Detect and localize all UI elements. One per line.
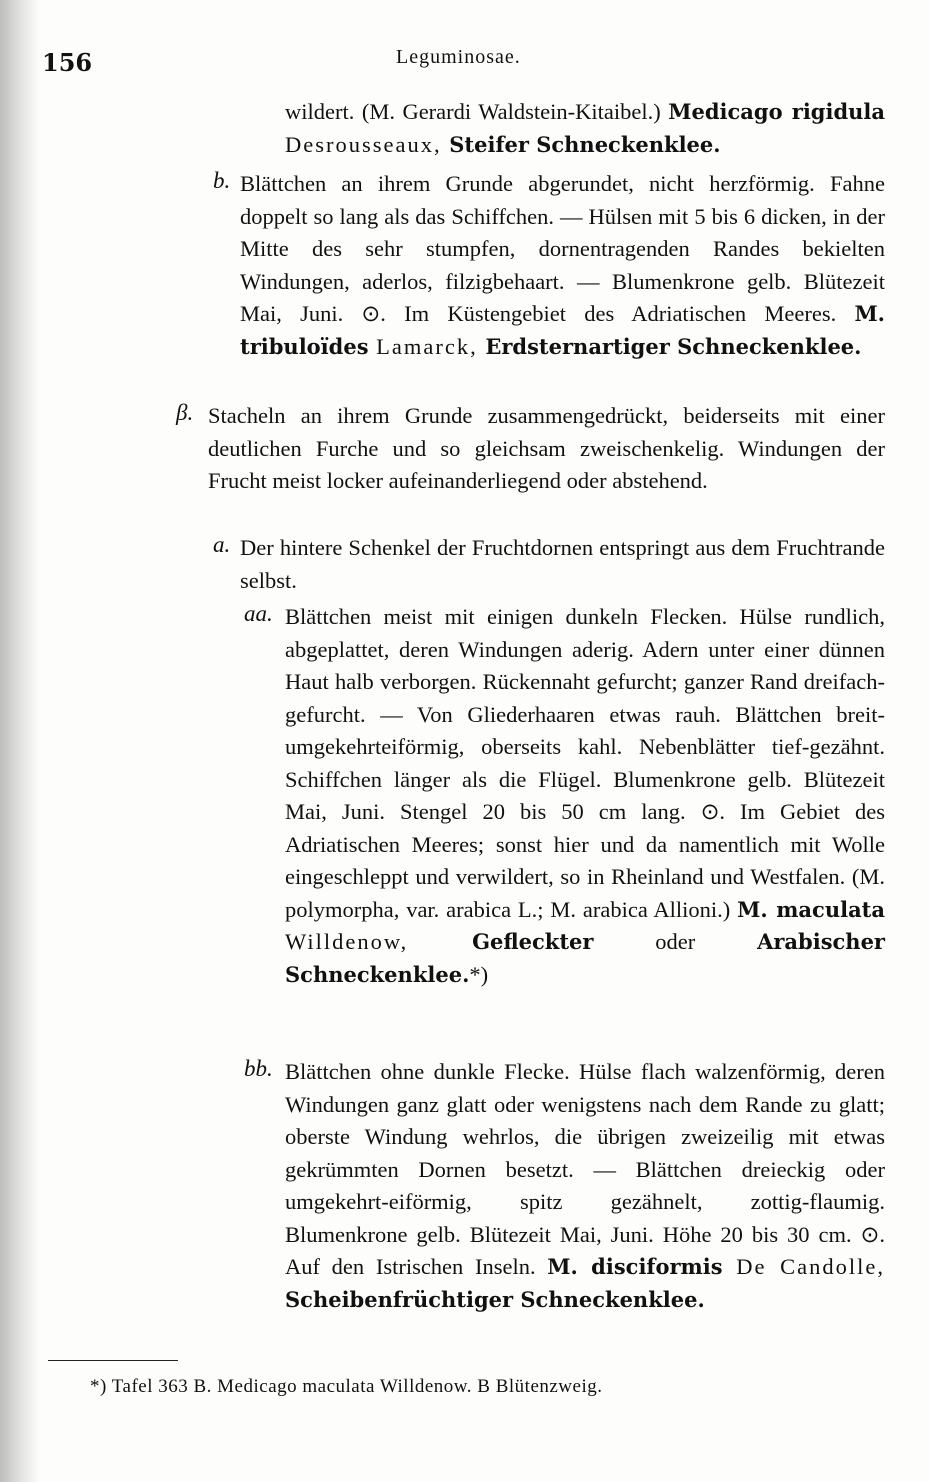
paragraph-text: wildert. (M. Gerardi Waldstein-Kitaibel.) [285, 99, 669, 124]
paragraph-text: Der hintere Schenkel der Fruchtdornen entspringt aus dem Fruchtrande selbst. [240, 535, 885, 593]
paragraph-disciformis [285, 1056, 885, 1316]
page-number: 156 [42, 48, 93, 77]
species-name: M. disciformis [547, 1254, 723, 1279]
page-header [0, 42, 930, 82]
species-name: Medicago rigidula [668, 99, 885, 124]
item-marker-beta: β. [176, 400, 194, 425]
paragraph-text: Blättchen ohne dunkle Flecke. Hülse flach walzenförmig, deren Windungen ganz glatt oder wenigstens nach dem Rande zu glatt; oberste Windung wehrlos, die übrigen zweizeilig mit etwas gekrümmten Dornen besetzt. — Blättchen dreieckig oder umgekehrt-eiförmig, spitz gezähnelt, zottig-flaumig. Blumenkrone gelb. Blütezeit Mai, Juni. Höhe 20 bis 30 cm. ⊙. Auf den Istrischen Inseln. [285, 1059, 885, 1279]
connector-text: oder [593, 929, 758, 954]
author-name: Desrousseaux, [285, 131, 450, 157]
species-name: M. maculata [737, 896, 885, 922]
author-name: De Candolle, [722, 1254, 885, 1279]
item-marker-bb: bb. [244, 1056, 273, 1081]
footnote-divider [48, 1360, 178, 1361]
author-name: Willdenow, [285, 929, 473, 954]
common-name-alt: Arabischer Schneckenklee. [285, 929, 885, 987]
item-marker-a: a. [213, 532, 231, 557]
footnote: *) Tafel 363 B. Medicago maculata Willdenow. B Blütenzweig. [90, 1376, 603, 1397]
common-name: Scheibenfrüchtiger Schneckenklee. [285, 1286, 705, 1312]
common-name: Erdsternartiger Schneckenklee. [485, 333, 862, 359]
paragraph-text: Blättchen meist mit einigen dunkeln Flecken. Hülse rundlich, abgeplattet, deren Windungen aderig. Adern unter einer dünnen Haut halb verborgen. Rückennaht gefurcht; ganzer Rand dreifach-gefurcht. — Von Gliederhaaren etwas rauh. Blättchen breit-umgekehrteiförmig, oberseits kahl. Nebenblätter tief-gezähnt. Schiffchen länger als die Flügel. Blumenkrone gelb. Blütezeit Mai, Juni. Stengel 20 bis 50 cm lang. ⊙. Im Gebiet des Adriatischen Meeres; sonst hier und da namentlich mit Wolle eingeschleppt und verwildert, so in Rheinland und Westfalen. (M. polymorpha, var. arabica L.; M. arabica Allioni.) [285, 604, 885, 922]
item-marker-aa: aa. [244, 601, 273, 626]
running-title: Leguminosae. [396, 46, 521, 68]
species-name: M. tribuloïdes [240, 301, 885, 359]
paragraph-maculata [285, 601, 885, 991]
common-name: Gefleckter [472, 929, 594, 954]
paragraph-tribuloides [240, 168, 885, 363]
page-edge-shadow [0, 0, 40, 1482]
paragraph-beta [208, 400, 885, 498]
author-name: Lamarck, [368, 333, 486, 359]
paragraph-text: Blättchen an ihrem Grunde abgerundet, nicht herzförmig. Fahne doppelt so lang als das Schiffchen. — Hülsen mit 5 bis 6 dicken, in der Mitte des sehr stumpfen, dornentragenden Randes bekielten Windungen, aderlos, filzigbehaart. — Blumenkrone gelb. Blütezeit Mai, Juni. ⊙. Im Küstengebiet des Adriatischen Meeres. [240, 171, 885, 326]
common-name: Steifer Schneckenklee. [449, 131, 721, 157]
footnote-ref: *) [469, 961, 489, 987]
item-marker-b: b. [213, 168, 231, 193]
paragraph-rigidula [285, 96, 885, 161]
paragraph-text: Stacheln an ihrem Grunde zusammengedrückt, beiderseits mit einer deutlichen Furche und so gleichsam zweischenkelig. Windungen der Frucht meist locker aufeinanderliegend oder abstehend. [208, 403, 885, 493]
paragraph-a [240, 532, 885, 597]
